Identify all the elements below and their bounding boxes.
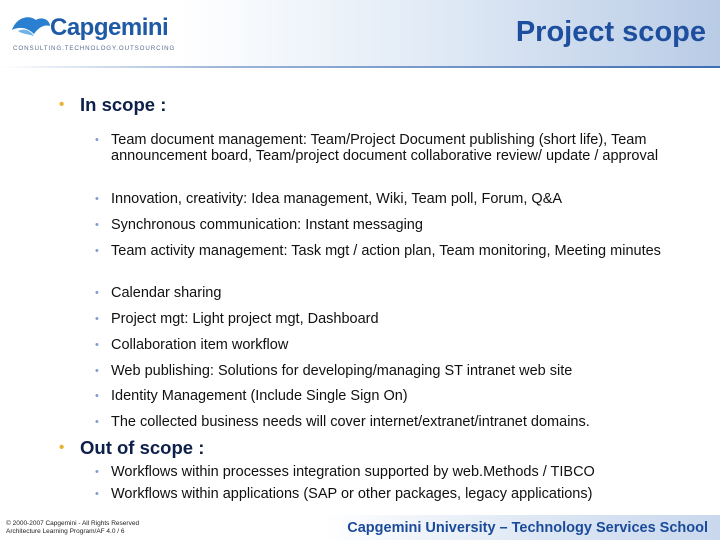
list-item: • The collected business needs will cover internet/extranet/intranet domains. — [95, 414, 590, 430]
copyright-line: © 2000-2007 Capgemini - All Rights Reserved — [6, 520, 140, 527]
copyright-notice — [6, 520, 139, 536]
list-item: • Project mgt: Light project mgt, Dashboard — [95, 311, 379, 327]
list-item: • Innovation, creativity: Idea management, Wiki, Team poll, Forum, Q&A — [95, 191, 563, 207]
bullet-icon: • — [95, 287, 99, 299]
list-item: • Workflows within applications (SAP or other packages, legacy applications) — [95, 486, 593, 502]
bullet-icon: • — [95, 193, 99, 205]
slide-footer — [0, 515, 720, 540]
list-item: • Synchronous communication: Instant messaging — [95, 217, 423, 233]
bullet-icon: • — [95, 488, 99, 500]
spade-logo-icon — [10, 14, 52, 40]
page-title: Project scope — [515, 16, 706, 48]
program-line: Architecture Learning Program/AF 4.0 / 6 — [6, 528, 125, 535]
slide-header — [0, 0, 720, 66]
bullet-icon: • — [95, 339, 99, 351]
list-item: • Team document management: Team/Project Document publishing (short life), Team announcement board, Team/project document collaborative review/ update / approval — [95, 132, 659, 164]
list-item: • Collaboration item workflow — [95, 337, 289, 353]
brand-name: Capgemini — [50, 14, 169, 41]
list-item: • Calendar sharing — [95, 285, 222, 301]
bullet-icon: • — [95, 219, 99, 231]
bullet-icon: • — [95, 416, 99, 428]
bullet-icon: • — [59, 439, 65, 456]
list-item: • Identity Management (Include Single Sign On) — [95, 388, 408, 404]
out-of-scope-heading: • Out of scope : — [59, 437, 205, 458]
bullet-icon: • — [95, 313, 99, 325]
bullet-icon: • — [95, 134, 99, 146]
bullet-icon: • — [95, 466, 99, 478]
header-divider — [0, 66, 720, 68]
bullet-icon: • — [59, 96, 65, 113]
bullet-icon: • — [95, 390, 99, 402]
list-item: • Team activity management: Task mgt / action plan, Team monitoring, Meeting minutes — [95, 243, 661, 259]
list-item: • Web publishing: Solutions for developing/managing ST intranet web site — [95, 363, 573, 379]
bullet-icon: • — [95, 245, 99, 257]
in-scope-heading: • In scope : — [59, 94, 167, 115]
school-name: Capgemini University – Technology Services School — [347, 520, 708, 536]
list-item: • Workflows within processes integration supported by web.Methods / TIBCO — [95, 464, 595, 480]
capgemini-logo — [10, 12, 180, 54]
bullet-icon: • — [95, 365, 99, 377]
brand-tagline: CONSULTING.TECHNOLOGY.OUTSOURCING — [13, 45, 176, 52]
